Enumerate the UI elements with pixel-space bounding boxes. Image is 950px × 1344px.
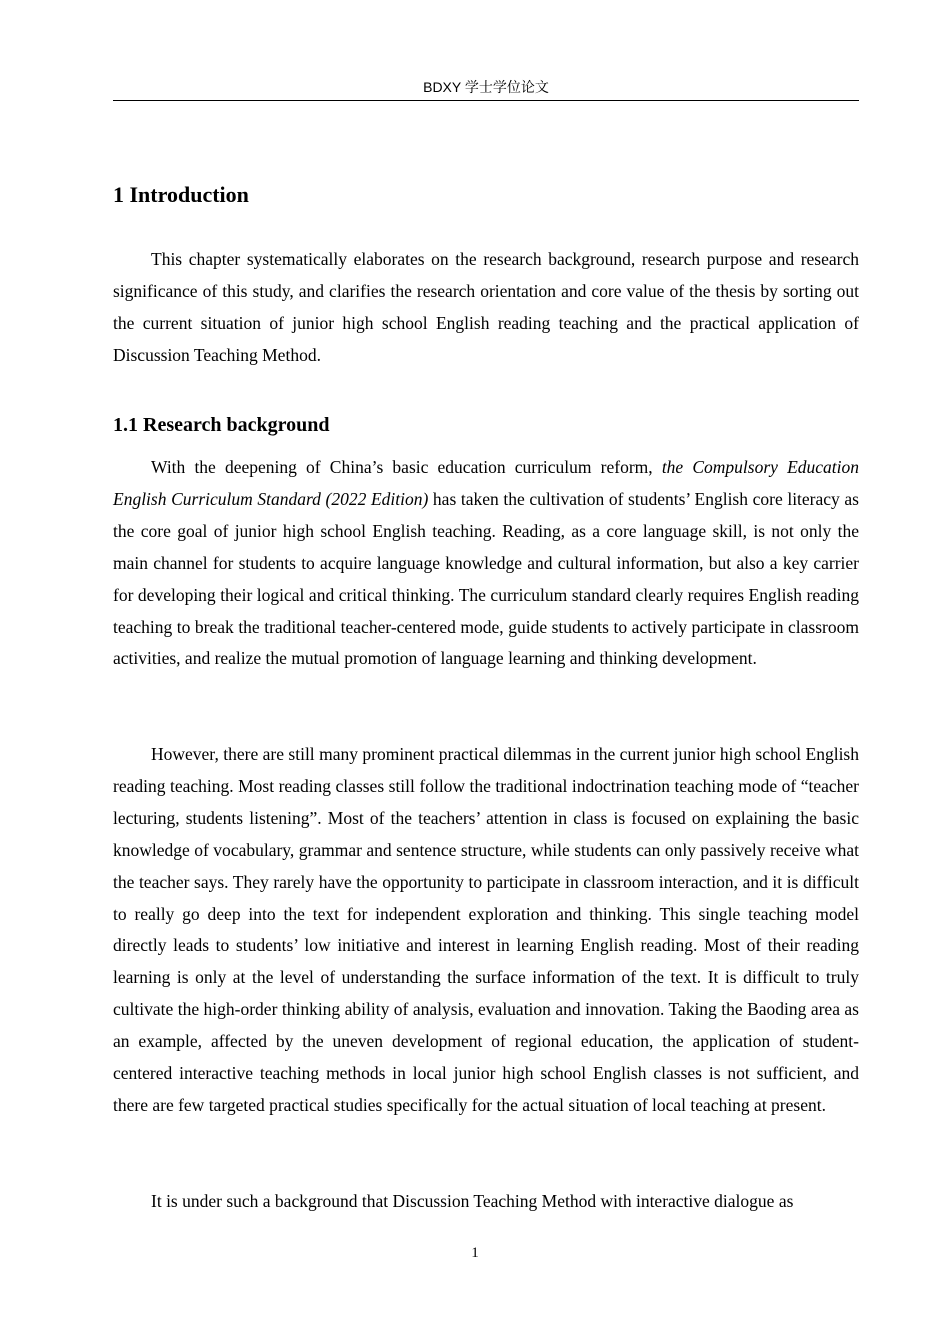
chapter-heading: 1 Introduction xyxy=(113,182,249,207)
running-header: BDXY 学士学位论文 xyxy=(423,79,549,95)
background-paragraph-1 xyxy=(113,452,859,675)
header-rule xyxy=(113,100,859,101)
chapter-intro-paragraph: This chapter systematically elaborates on the research background, research purpose and research significance of this study, and clarifies the research orientation and core value of the thesis by sorting out the current situation of junior high school English reading teaching and the practical application of Discussion Teaching Method. xyxy=(113,249,859,365)
page-number: 1 xyxy=(471,1245,479,1261)
curriculum-standard-title: the Compulsory Education English Curriculum Standard (2022 Edition) xyxy=(113,457,859,509)
background-paragraph-2: However, there are still many prominent practical dilemmas in the current junior high school English reading teaching. Most reading classes still follow the traditional indoctrination teaching mode of “teacher lecturing, students listening”. Most of the teachers’ attention in class is focused on explaining the basic knowledge of vocabulary, grammar and sentence structure, while students can only passively receive what the teacher says. They rarely have the opportunity to participate in classroom interaction, and it is difficult to really go deep into the text for independent exploration and thinking. This single teaching model directly leads to students’ low initiative and interest in learning English reading. Most of their reading learning is only at the level of understanding the surface information of the text. It is difficult to truly cultivate the high-order thinking ability of analysis, evaluation and innovation. Taking the Baoding area as an example, affected by the uneven development of regional education, the application of student-centered interactive teaching methods in local junior high school English classes is not sufficient, and there are few targeted practical studies specifically for the actual situation of local teaching at present. xyxy=(113,744,859,1115)
section-heading: 1.1 Research background xyxy=(113,414,330,436)
paragraph-text: With the deepening of China’s basic education curriculum reform, xyxy=(151,457,662,477)
paragraph-text: has taken the cultivation of students’ English core literacy as the core goal of junior high school English teaching. Reading, as a core language skill, is not only the main channel for students to acquire language knowledge and cultural information, but also a key carrier for developing their logical and critical thinking. The curriculum standard clearly requires English reading teaching to break the traditional teacher-centered mode, guide students to actively participate in classroom activities, and realize the mutual promotion of language learning and thinking development. xyxy=(113,488,859,669)
background-paragraph-3: It is under such a background that Discussion Teaching Method with interactive dialogue as xyxy=(151,1191,794,1211)
